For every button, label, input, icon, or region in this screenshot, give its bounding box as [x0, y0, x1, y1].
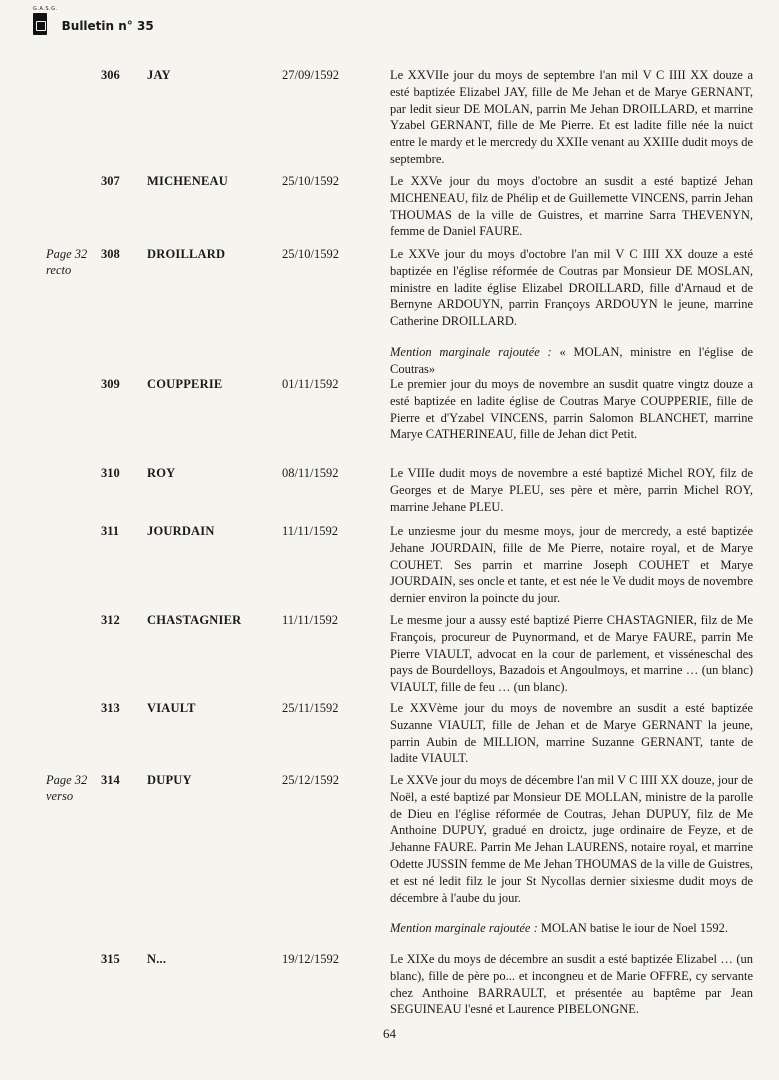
logo-block [33, 6, 58, 35]
entry-text: Le unziesme jour du mesme moys, jour de mercredy, a esté baptizée Jehane JOURDAIN, fille de Me Pierre, notaire royal, et de Marye COUHET. Ses parrin et marrine Joseph COUHET et Marye JOURDAIN, ses oncle et tante, et est née le Ve dudit moys de novembre dernier environ la poincte du jour. [390, 524, 753, 606]
entry-name: CHASTAGNIER [147, 613, 242, 627]
entry-text: Le premier jour du moys de novembre an susdit quatre vingtz douze a esté baptizée en ladite église de Coutras Marye COUPPERIE, fille de Pierre et d'Yzabel VINCENS, parrin Salomon BLANCHET, marrine Marye CATHERINEAU, fille de Jehan dict Petit. [390, 377, 753, 442]
entry-date: 25/12/1592 [282, 773, 339, 787]
entry-date: 19/12/1592 [282, 952, 339, 966]
entry-name: N... [147, 952, 167, 966]
entry-number: 309 [101, 377, 120, 391]
bulletin-title: Bulletin n° 35 [61, 19, 154, 33]
entry-number: 306 [101, 68, 120, 82]
mention-text: « MOLAN, ministre en l'église de Coutras» [390, 344, 754, 376]
page-header [33, 6, 154, 35]
entry-text: Le XXVème jour du moys de novembre an susdit a esté baptizée Suzanne VIAULT, fille de Jehan et de Marye GERNANT la jeune, parrin Aubin de MILLION, marrine Suzanne GERNANT, tante de ladite VIAULT. [390, 701, 753, 766]
entry-date: 25/10/1592 [282, 247, 339, 261]
entry-date: 11/11/1592 [282, 524, 339, 538]
entry-name: ROY [147, 466, 176, 480]
entry-number: 310 [101, 466, 120, 480]
entry-text: Le mesme jour a aussy esté baptizé Pierre CHASTAGNIER, filz de Me François, procureur de Puynormand, et de Marye FAURE, parrin Me Pierre VIAULT, advocat en la cour de parlement, et visséneschal des pays de Bourdelloys, Bazadois et Angoulmoys, et marrine … (un blanc) VIAULT, fille de feu … (un blanc). [390, 613, 753, 695]
entry-text: Le XXVIIe jour du moys de septembre l'an mil V C IIII XX douze a esté baptizée Elizabel JAY, fille de Me Jehan et de Marye GERNANT, par ledit sieur DE MOLAN, parrin Me Jehan DROILLARD, et marrine Yzabel GERNANT, fille de Me Pierre. Et est ladite fille née la nuict entre le mardy et le mercredy du XXIIe venant au XXIIIe dudit moys de septembre. [390, 68, 753, 166]
entry-name: JOURDAIN [147, 524, 215, 538]
mention-label: Mention marginale rajoutée : [390, 344, 552, 359]
entry-text: Le XXVe jour du moys de décembre l'an mil V C IIII XX douze, jour de Noël, a esté baptizé par Monsieur DE MOLLAN, ministre de la parolle de Dieu en l'église réformée de Coutras, Jehan DUPUY, filz de Me Anthoine DUPUY, gradué en droictz, juge ordinaire de Feyze, et de Jehanne FAURE. Parrin Me Jehan LAURENS, notaire royal, et marrine Odette JUSSIN femme de Me Jehan THOUMAS de la ville de Guistres, et est né ledit filz le jour St Nycollas dernier sixiesme dudit moys de décembre à l'aube du jour. Mention marginale rajoutée : MOLAN batise le iour de Noel 1592. [390, 773, 753, 936]
entry-number: 314 [101, 773, 120, 787]
entry-text: Le XIXe du moys de décembre an susdit a esté baptizée Elizabel … (un blanc), fille de père po... et incongneu et de Marie OFFRE, cy servante chez Anthoine BARRAULT, et présentée au baptême par Jean SEGUINEAU l'esné et Laurence PIBELONGNE. [390, 952, 753, 1017]
bulletin-logo-icon [33, 13, 47, 35]
entry-number: 315 [101, 952, 120, 966]
entry-text: Le XXVe jour du moys d'octobre l'an mil V C IIII XX douze a esté baptizée en l'église réformée de Coutras par Monsieur DE MOSLAN, ministre en ladite église Elizabel DROILLARD, fille d'Arnaud et de Bernyne ARDOUYN, parrin Françoys ARDOUYN le jeune, marrine Catherine DROILLARD. Mention marginale rajoutée : « MOLAN, ministre en l'église de Coutras» [390, 247, 754, 376]
entry-name: MICHENEAU [147, 174, 228, 188]
logo-label: G.A.S.G. [33, 6, 58, 12]
margin-note: Page 32 recto [46, 247, 88, 277]
entry-date: 25/10/1592 [282, 174, 339, 188]
entry-number: 311 [101, 524, 120, 538]
mention-label: Mention marginale rajoutée : [390, 921, 538, 936]
entry-text: Le VIIIe dudit moys de novembre a esté baptizé Michel ROY, filz de Georges et de Marye PLEU, ses père et mère, parrin Michel ROY, marrine Jehane PLEU. [390, 466, 753, 514]
entry-date: 11/11/1592 [282, 613, 339, 627]
entry-date: 27/09/1592 [282, 68, 339, 82]
entry-name: DUPUY [147, 773, 192, 787]
margin-note: Page 32 verso [46, 773, 88, 803]
entry-number: 313 [101, 701, 120, 715]
entry-number: 308 [101, 247, 120, 261]
entry-date: 08/11/1592 [282, 466, 339, 480]
entry-name: DROILLARD [147, 247, 226, 261]
page-number: 64 [383, 1026, 396, 1041]
entry-date: 25/11/1592 [282, 701, 339, 715]
entry-number: 312 [101, 613, 120, 627]
entry-name: COUPPERIE [147, 377, 223, 391]
entry-text: Le XXVe jour du moys d'octobre an susdit a esté baptizé Jehan MICHENEAU, filz de Phélip et de Guillemette VINCENS, parrin Jehan THOUMAS de la ville de Guistres, et marrine Sarra THEVENYN, femme de Daniel FAURE. [390, 174, 753, 239]
entry-number: 307 [101, 174, 120, 188]
entry-date: 01/11/1592 [282, 377, 339, 391]
mention-text: MOLAN batise le iour de Noel 1592. [540, 921, 729, 936]
entry-name: JAY [147, 68, 171, 82]
entry-name: VIAULT [147, 701, 196, 715]
